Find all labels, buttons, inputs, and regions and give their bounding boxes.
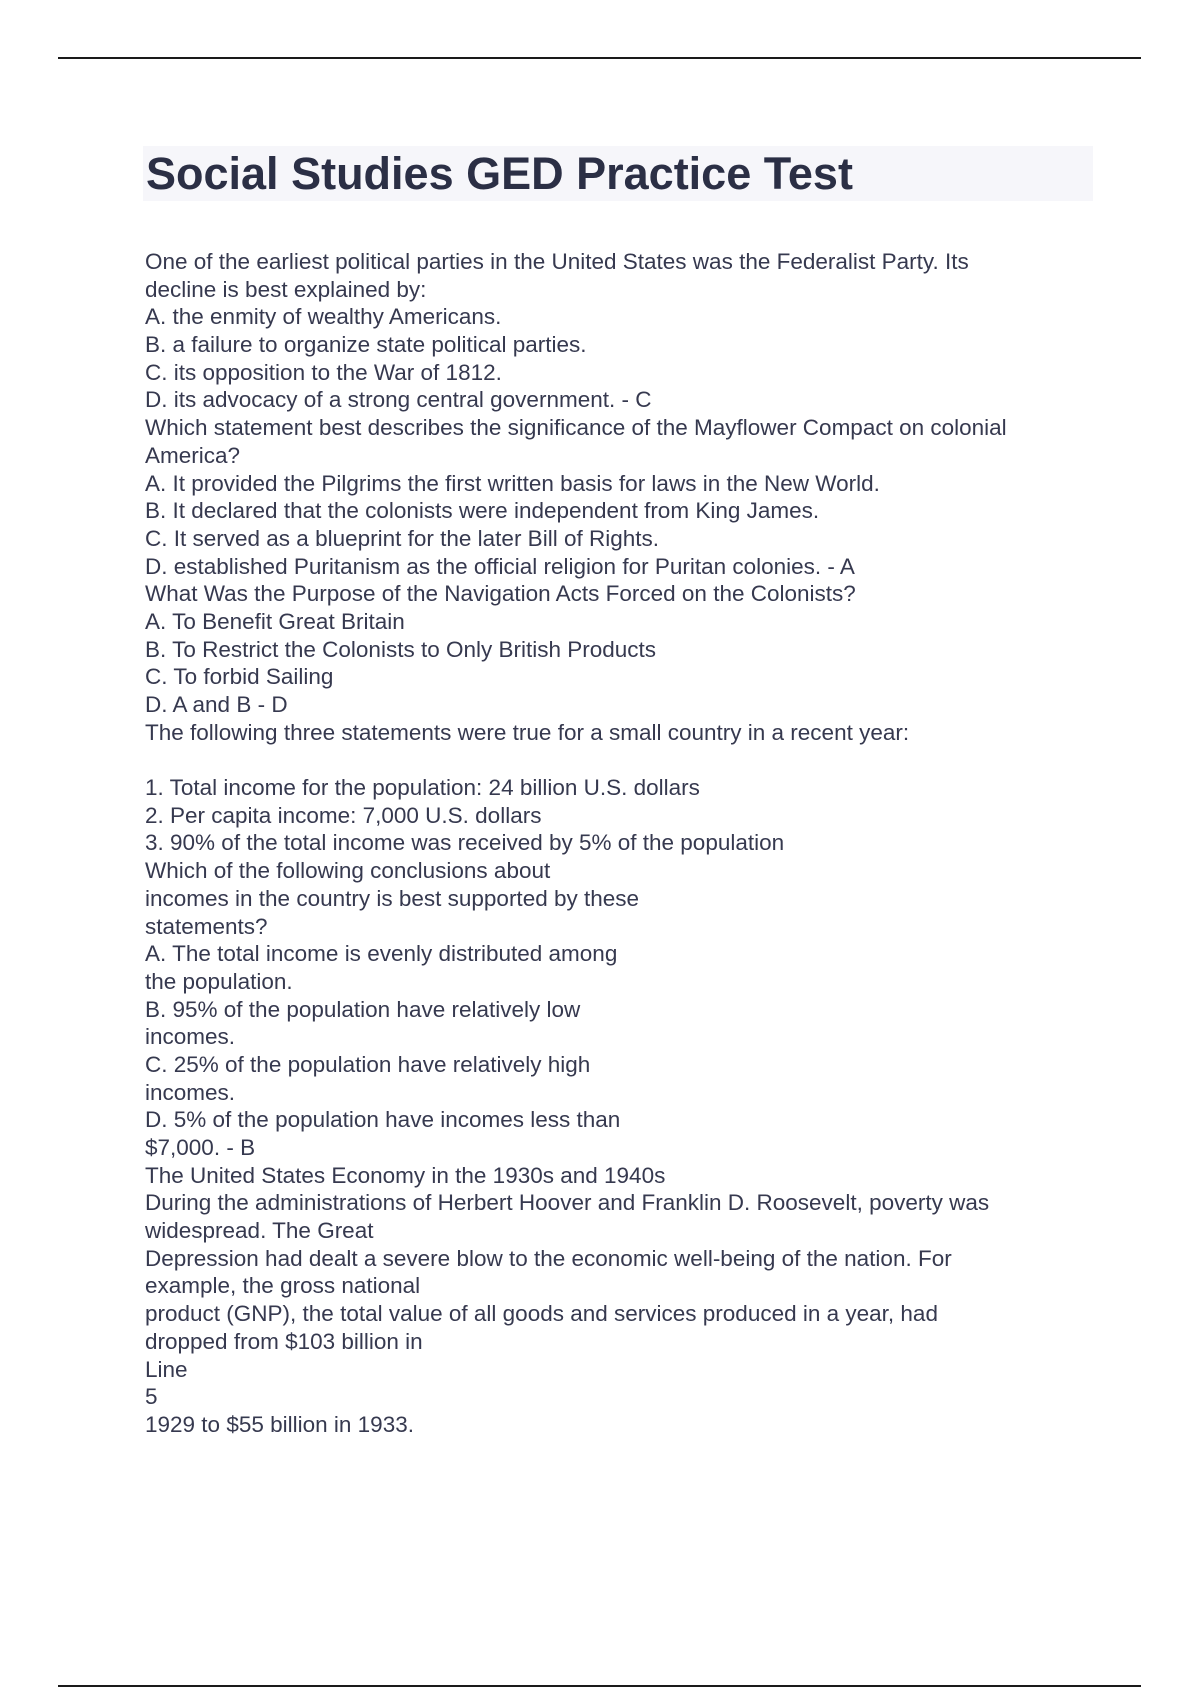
text-line [145,746,1105,774]
text-line: incomes. [145,1079,236,1105]
text-line: D. established Puritanism as the official religion for Puritan colonies. - A [145,553,855,579]
text-line: C. 25% of the population have relatively high [145,1051,591,1077]
text-line: 3. 90% of the total income was received by 5% of the population [145,830,785,856]
text-line: A. It provided the Pilgrims the first written basis for laws in the New World. [145,470,880,496]
text-line: A. The total income is evenly distributed among [145,941,618,967]
text-line: B. To Restrict the Colonists to Only British Products [145,636,657,662]
text-line: America? [145,442,241,468]
text-line: What Was the Purpose of the Navigation Acts Forced on the Colonists? [145,581,856,607]
text-line: 1. Total income for the population: 24 billion U.S. dollars [145,775,700,801]
text-line: D. A and B - D [145,692,288,717]
text-line: 5 [145,1384,158,1410]
text-line: During the administrations of Herbert Hoover and Franklin D. Roosevelt, poverty was [145,1190,990,1216]
text-line: widespread. The Great [145,1218,374,1244]
text-line: D. its advocacy of a strong central government. - C [145,387,652,413]
text-line: decline is best explained by: [145,276,427,302]
text-line: C. To forbid Sailing [145,664,334,690]
text-line: Which statement best describes the significance of the Mayflower Compact on colonial [145,415,1007,441]
text-line: 2. Per capita income: 7,000 U.S. dollars [145,802,542,828]
top-rule [58,57,1141,59]
text-line: D. 5% of the population have incomes less than [145,1107,621,1133]
text-line: incomes. [145,1024,236,1050]
text-line: B. 95% of the population have relatively low [145,996,581,1022]
text-line: $7,000. - B [145,1135,256,1160]
text-line: The following three statements were true for a small country in a recent year: [145,719,910,745]
text-line: product (GNP), the total value of all goods and services produced in a year, had [145,1301,938,1327]
text-line: B. a failure to organize state political parties. [145,332,587,358]
text-line: 1929 to $55 billion in 1933. [145,1411,414,1437]
text-line: Depression had dealt a severe blow to the economic well-being of the nation. For [145,1245,952,1271]
document-title: Social Studies GED Practice Test [146,148,853,199]
text-line: example, the gross national [145,1273,421,1299]
document-body [145,248,1105,1439]
text-line: C. its opposition to the War of 1812. [145,359,502,385]
text-line: B. It declared that the colonists were independent from King James. [145,498,820,524]
text-line: Which of the following conclusions about [145,858,551,884]
text-line: incomes in the country is best supported by these [145,885,640,911]
text-line: A. the enmity of wealthy Americans. [145,304,502,330]
text-line: The United States Economy in the 1930s and 1940s [145,1162,666,1188]
text-line: statements? [145,913,268,939]
text-line: Line [145,1356,188,1382]
text-line: One of the earliest political parties in the United States was the Federalist Party. Its [145,249,969,274]
text-line: C. It served as a blueprint for the later Bill of Rights. [145,525,659,551]
text-line: A. To Benefit Great Britain [145,608,405,634]
text-line: the population. [145,968,293,994]
text-line: dropped from $103 billion in [145,1328,423,1354]
bottom-rule [58,1685,1141,1687]
